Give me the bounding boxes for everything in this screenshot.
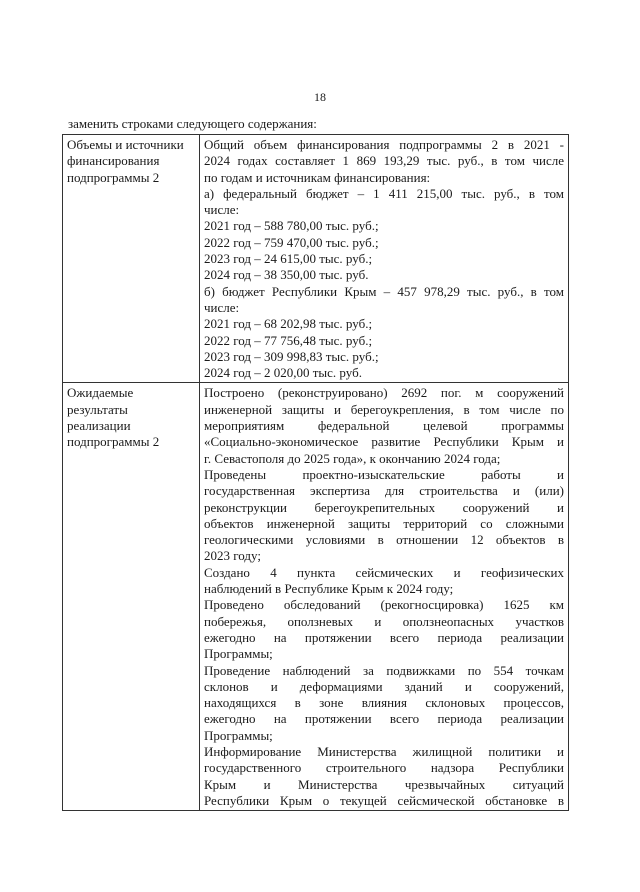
content-line: мероприятиям федеральной целевой программы xyxy=(204,418,564,434)
row-content xyxy=(200,135,569,383)
content-line: «Социально-экономическое развитие Республики Крым и xyxy=(204,434,564,450)
content-line: Проведено обследований (рекогносцировка) 1625 км xyxy=(204,597,564,613)
content-line: 2024 год – 38 350,00 тыс. руб. xyxy=(204,267,369,283)
passport-table xyxy=(62,134,569,811)
content-line: г. Севастополя до 2025 года», к окончанию 2024 года; xyxy=(204,450,501,466)
content-line: 2023 год – 309 998,83 тыс. руб.; xyxy=(204,348,379,364)
content-line: 2021 год – 588 780,00 тыс. руб.; xyxy=(204,218,379,234)
content-line: Построено (реконструировано) 2692 пог. м сооружений xyxy=(204,385,564,401)
row-label xyxy=(63,135,200,383)
content-line: 2024 год – 2 020,00 тыс. руб. xyxy=(204,365,362,381)
row-content xyxy=(200,383,569,811)
content-line: 2022 год – 77 756,48 тыс. руб.; xyxy=(204,332,373,348)
content-line: 2023 году; xyxy=(204,548,261,564)
label-line: Объемы и источники xyxy=(67,137,184,152)
content-line: Крым и Министерства чрезвычайных ситуаций xyxy=(204,776,564,792)
page-number: 18 xyxy=(314,90,326,104)
content-line: числе: xyxy=(204,202,240,218)
content-line: государственная экспертиза для строительства и (или) xyxy=(204,483,564,499)
content-line: находящихся в зоне влияния склоновых процессов, xyxy=(204,695,564,711)
label-line: подпрограммы 2 xyxy=(67,169,160,185)
content-line: Республики Крым о текущей сейсмической обстановке в xyxy=(204,792,564,808)
content-line: Создано 4 пункта сейсмических и геофизических xyxy=(204,564,564,580)
content-line: 2022 год – 759 470,00 тыс. руб.; xyxy=(204,234,379,250)
content-line: Программы; xyxy=(204,646,273,662)
content-line: инженерной защиты и берегоукрепления, в том числе по xyxy=(204,401,564,417)
content-line: 2024 годах составляет 1 869 193,29 тыс. руб., в том числе xyxy=(204,153,564,169)
content-line: реконструкции берегоукрепительных сооружений и xyxy=(204,499,564,515)
label-line: реализации xyxy=(67,418,131,434)
content-line: ежегодно на протяжении всего периода реализации xyxy=(204,629,564,645)
content-line: склонов и деформациями зданий и сооружений, xyxy=(204,678,564,694)
table-row xyxy=(63,135,569,383)
intro-text: заменить строками следующего содержания: xyxy=(68,116,317,131)
label-line: Ожидаемые xyxy=(67,385,134,401)
label-line: результаты xyxy=(67,401,128,417)
content-line: 2023 год – 24 615,00 тыс. руб.; xyxy=(204,251,373,267)
content-line: Проведены проектно-изыскательские работы и xyxy=(204,466,564,482)
content-line: геологическими условиями в отношении 12 объектов в xyxy=(204,532,564,548)
content-line: государственного строительного надзора Республики xyxy=(204,760,564,776)
content-line: по годам и источникам финансирования: xyxy=(204,169,431,185)
content-line: б) бюджет Республики Крым – 457 978,29 тыс. руб., в том xyxy=(204,283,564,299)
content-line: Информирование Министерства жилищной политики и xyxy=(204,743,564,759)
content-line: Общий объем финансирования подпрограммы 2 в 2021 - xyxy=(204,137,564,152)
content-line: Проведение наблюдений за подвижками по 554 точкам xyxy=(204,662,564,678)
row-label xyxy=(63,383,200,811)
label-line: финансирования xyxy=(67,153,160,169)
content-line: числе: xyxy=(204,299,240,315)
content-line: ежегодно на протяжении всего периода реализации xyxy=(204,711,564,727)
content-line: Программы; xyxy=(204,727,273,743)
table-row xyxy=(63,383,569,811)
content-line: а) федеральный бюджет – 1 411 215,00 тыс. руб., в том xyxy=(204,185,564,201)
content-line: 2021 год – 68 202,98 тыс. руб.; xyxy=(204,316,373,332)
content-line: наблюдений в Республике Крым к 2024 году; xyxy=(204,581,454,597)
content-line: объектов инженерной защиты территорий со сложными xyxy=(204,515,564,531)
label-line: подпрограммы 2 xyxy=(67,434,160,450)
content-line: побережья, оползневых и оползнеопасных участков xyxy=(204,613,564,629)
